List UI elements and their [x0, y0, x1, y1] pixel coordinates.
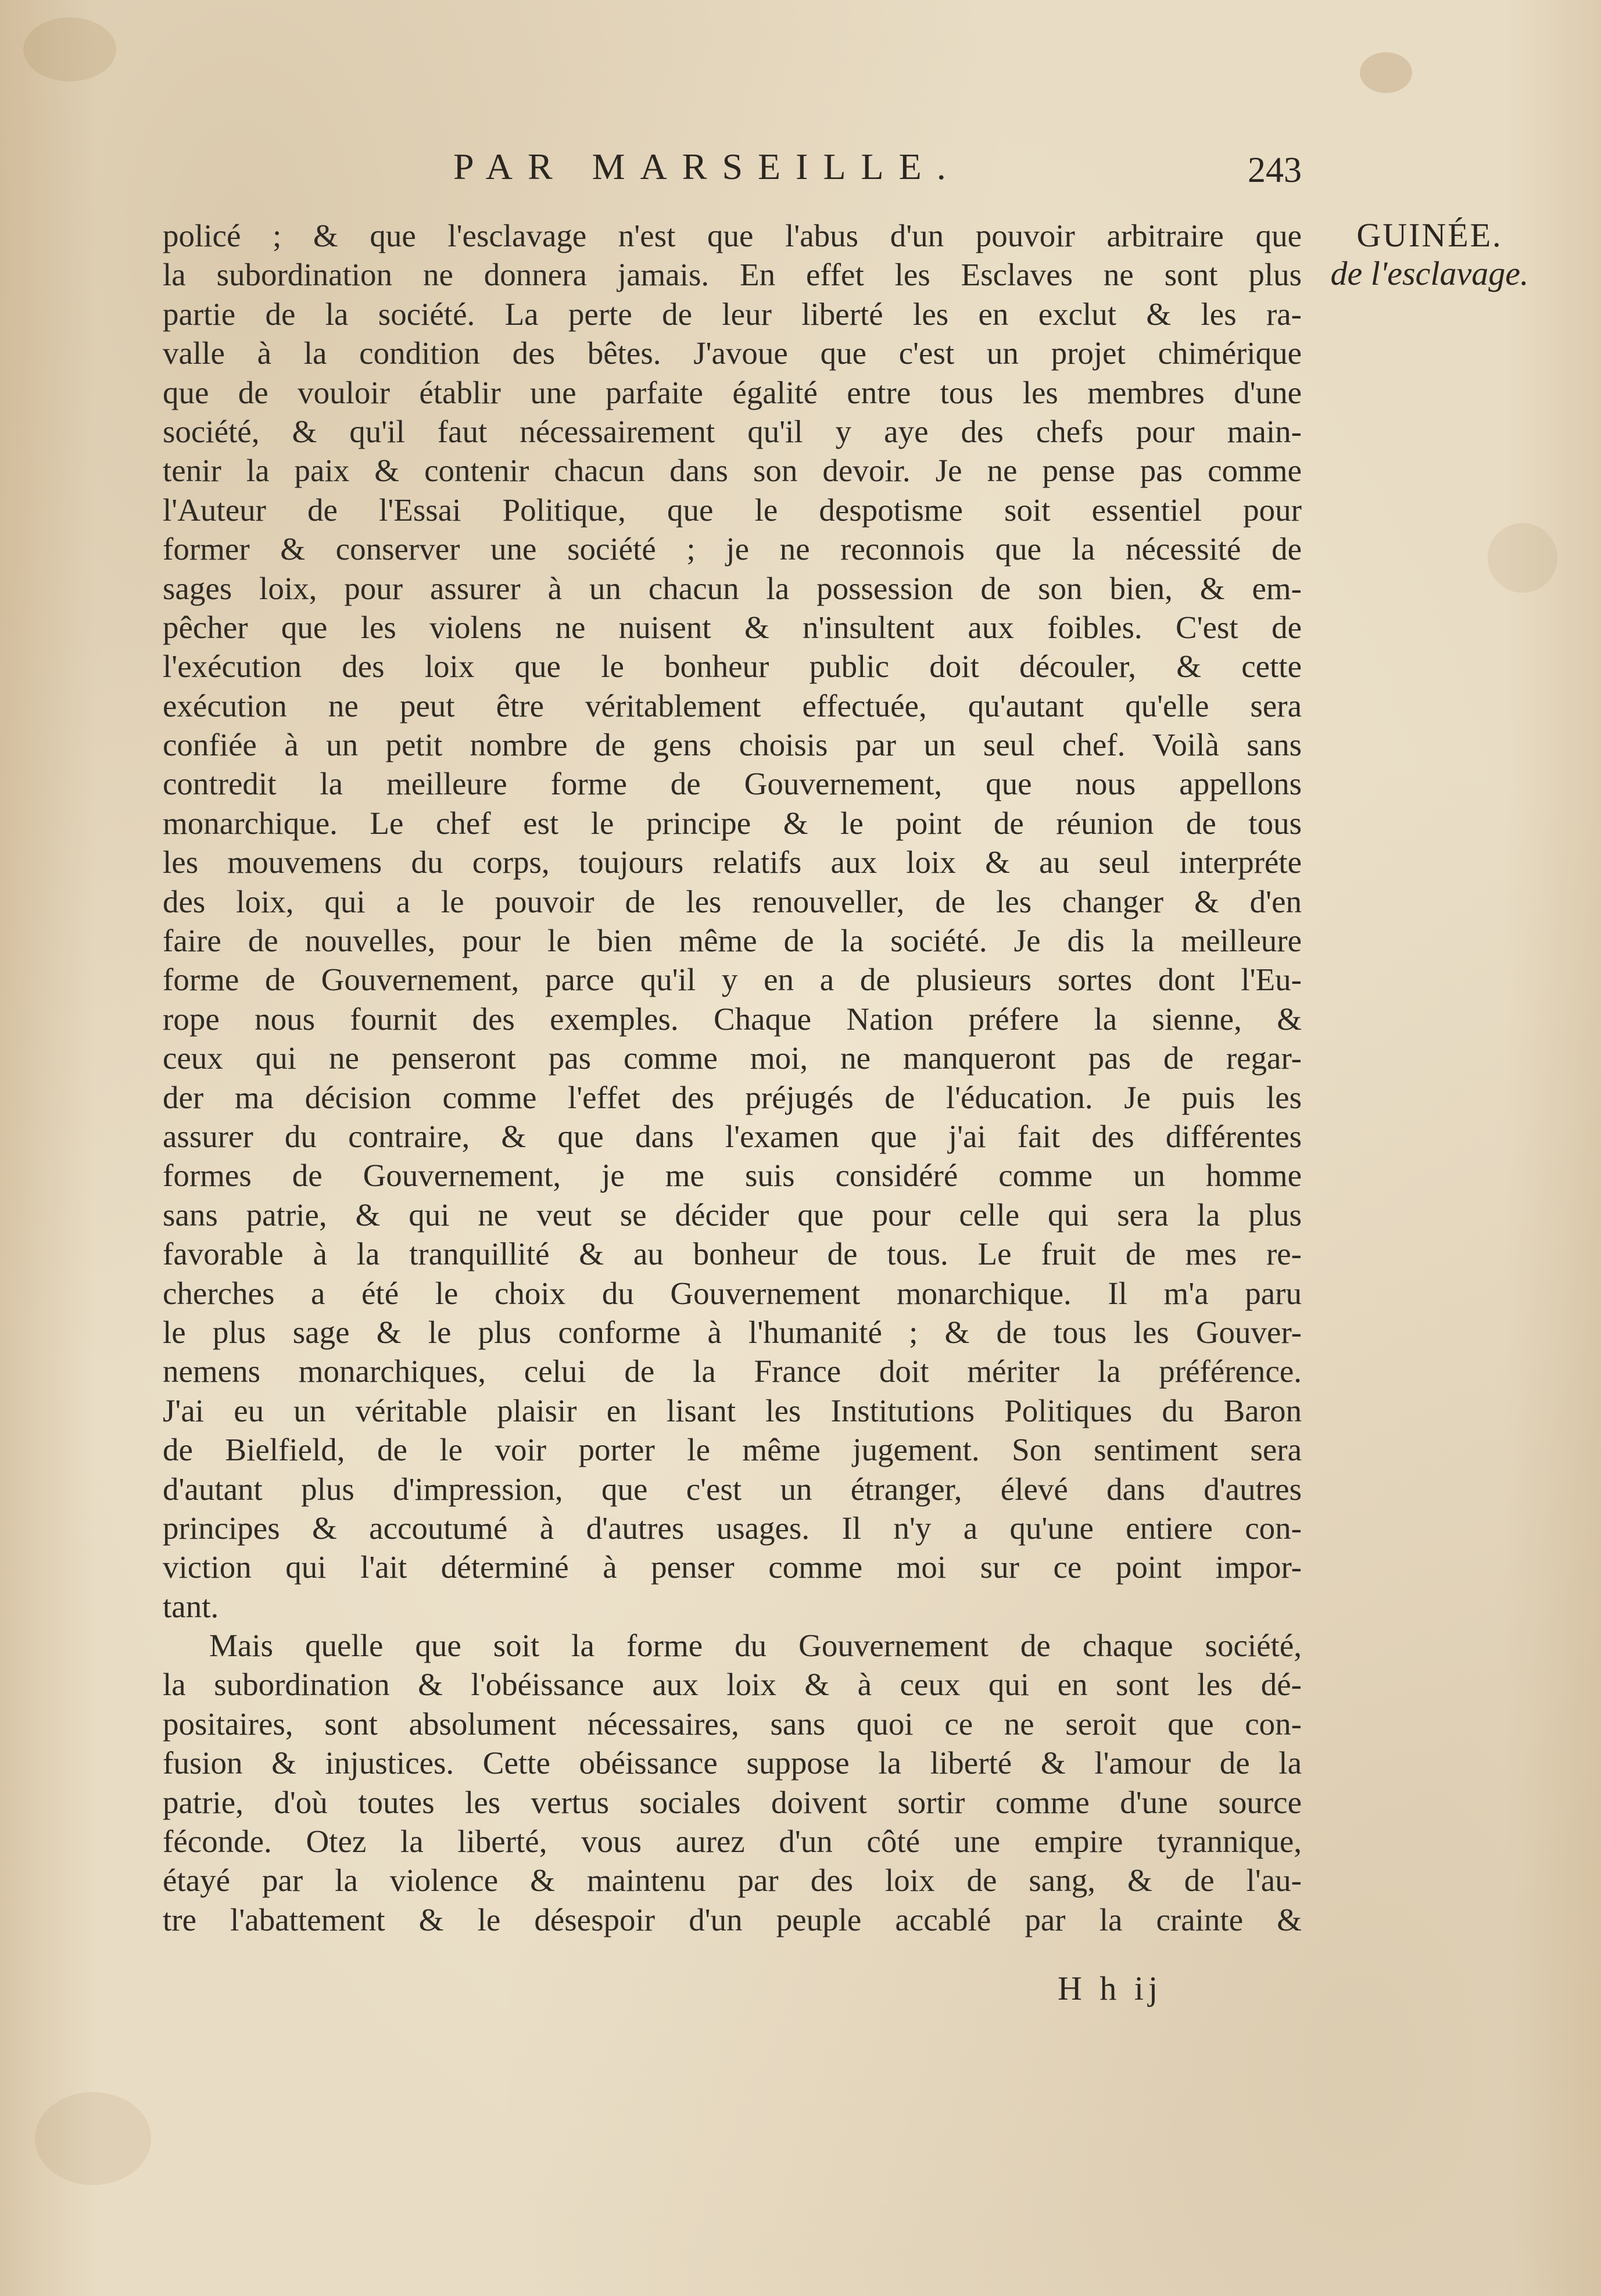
margin-note [1308, 216, 1552, 293]
text-line: le plus sage & le plus conforme à l'humanité ; & de tous les Gouver- [163, 1314, 1302, 1350]
text-line: formes de Gouvernement, je me suis considéré comme un homme [163, 1158, 1302, 1194]
text-line: cherches a été le choix du Gouvernement monarchique. Il m'a paru [163, 1275, 1302, 1311]
text-line: fusion & injustices. Cette obéissance suppose la liberté & l'amour de la [163, 1745, 1302, 1781]
text-line: principes & accoutumé à d'autres usages. Il n'y a qu'une entiere con- [163, 1510, 1302, 1546]
text-line: tant. [163, 1588, 219, 1624]
page-header [453, 145, 1302, 203]
text-line: faire de nouvelles, pour le bien même de la société. Je dis la meilleure [163, 923, 1302, 959]
text-line: féconde. Otez la liberté, vous aurez d'un côté une empire tyrannique, [163, 1824, 1302, 1860]
text-line: des loix, qui a le pouvoir de les renouveller, de les changer & d'en [163, 883, 1302, 919]
text-line: rope nous fournit des exemples. Chaque Nation préfere la sienne, & [163, 1001, 1302, 1037]
paper-stain [1488, 523, 1557, 593]
text-line: la subordination ne donnera jamais. En effet les Esclaves ne sont plus [163, 257, 1302, 293]
text-line: former & conserver une société ; je ne reconnois que la nécessité de [163, 531, 1302, 567]
text-line: policé ; & que l'esclavage n'est que l'abus d'un pouvoir arbitraire que [163, 218, 1302, 253]
text-line: tre l'abattement & le désespoir d'un peuple accablé par la crainte & [163, 1901, 1302, 1937]
text-line: nemens monarchiques, celui de la France doit mériter la préférence. [163, 1353, 1302, 1389]
text-line: monarchique. Le chef est le principe & le point de réunion de tous [163, 805, 1302, 841]
paragraph-1 [163, 216, 1302, 1626]
text-line: pêcher que les violens ne nuisent & n'insultent aux foibles. C'est de [163, 609, 1302, 645]
page-number: 243 [1248, 151, 1302, 190]
text-line: sans patrie, & qui ne veut se décider que pour celle qui sera la plus [163, 1197, 1302, 1233]
text-line: favorable à la tranquillité & au bonheur de tous. Le fruit de mes re- [163, 1236, 1302, 1272]
text-line: partie de la société. La perte de leur liberté les en exclut & les ra- [163, 296, 1302, 332]
text-line: assurer du contraire, & que dans l'examen que j'ai fait des différentes [163, 1118, 1302, 1154]
margin-note-place: GUINÉE. [1356, 216, 1503, 254]
text-line: valle à la condition des bêtes. J'avoue que c'est un projet chimérique [163, 335, 1302, 371]
body-text [163, 216, 1302, 1939]
text-line: contredit la meilleure forme de Gouvernement, que nous appellons [163, 766, 1302, 802]
text-line: société, & qu'il faut nécessairement qu'il y aye des chefs pour main- [163, 413, 1302, 449]
paper-stain [35, 2092, 151, 2185]
text-line: tenir la paix & contenir chacun dans son devoir. Je ne pense pas comme [163, 453, 1302, 489]
text-line: étayé par la violence & maintenu par des loix de sang, & de l'au- [163, 1862, 1302, 1899]
text-line: que de vouloir établir une parfaite égalité entre tous les membres d'une [163, 374, 1302, 410]
running-title: PAR MARSEILLE. [453, 146, 961, 187]
margin-note-topic: de l'esclavage. [1330, 255, 1529, 292]
paragraph-2 [163, 1626, 1302, 1939]
text-line: la subordination & l'obéissance aux loix & à ceux qui en sont les dé- [163, 1667, 1302, 1703]
text-line: d'autant plus d'impression, que c'est un étranger, élevé dans d'autres [163, 1471, 1302, 1507]
text-line: positaires, sont absolument nécessaires, sans quoi ce ne seroit que con- [163, 1706, 1302, 1742]
text-line: Mais quelle que soit la forme du Gouvernement de chaque société, [209, 1628, 1302, 1664]
text-line: sages loix, pour assurer à un chacun la possession de son bien, & em- [163, 570, 1302, 606]
text-line: viction qui l'ait déterminé à penser comme moi sur ce point impor- [163, 1549, 1302, 1585]
text-line: les mouvemens du corps, toujours relatifs aux loix & au seul interpréte [163, 844, 1302, 880]
text-line: confiée à un petit nombre de gens choisis par un seul chef. Voilà sans [163, 727, 1302, 763]
text-line: der ma décision comme l'effet des préjugés de l'éducation. Je puis les [163, 1079, 1302, 1115]
text-line: l'exécution des loix que le bonheur public doit découler, & cette [163, 649, 1302, 685]
text-line: forme de Gouvernement, parce qu'il y en a de plusieurs sortes dont l'Eu- [163, 962, 1302, 998]
text-line: de Bielfield, de le voir porter le même jugement. Son sentiment sera [163, 1432, 1302, 1468]
paper-stain [23, 17, 116, 81]
text-line: ceux qui ne penseront pas comme moi, ne manqueront pas de regar- [163, 1040, 1302, 1076]
text-line: J'ai eu un véritable plaisir en lisant les Institutions Politiques du Baron [163, 1392, 1302, 1428]
signature-mark: H h ij [1058, 1969, 1163, 2007]
paper-stain [1360, 52, 1412, 93]
text-line: patrie, d'où toutes les vertus sociales doivent sortir comme d'une source [163, 1784, 1302, 1820]
text-line: l'Auteur de l'Essai Politique, que le despotisme soit essentiel pour [163, 492, 1302, 528]
text-line: exécution ne peut être véritablement effectuée, qu'autant qu'elle sera [163, 687, 1302, 723]
